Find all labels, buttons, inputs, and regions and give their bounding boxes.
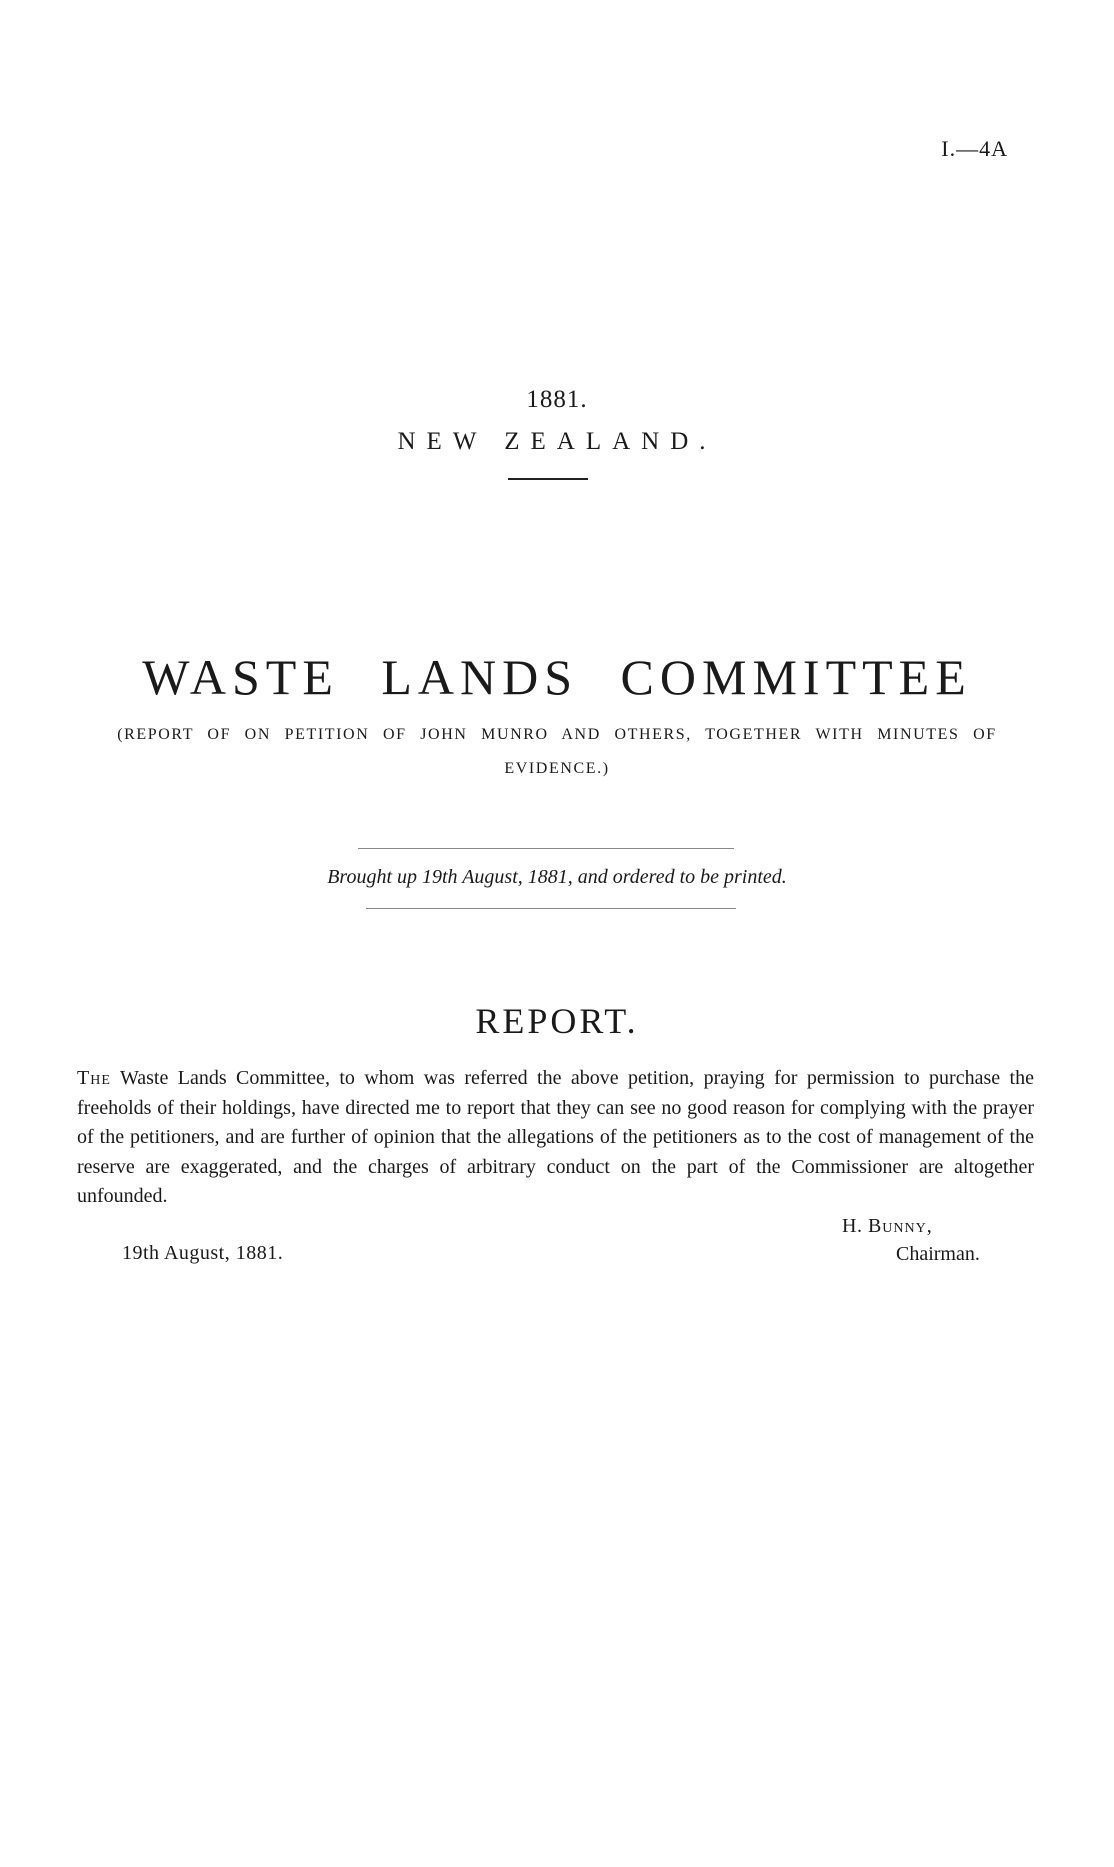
header-divider bbox=[508, 478, 588, 480]
brought-up-note: Brought up 19th August, 1881, and ordered to be printed. bbox=[327, 866, 787, 888]
signatory-name bbox=[842, 1212, 980, 1240]
report-first-word: The bbox=[77, 1067, 111, 1089]
report-heading: REPORT. bbox=[475, 1001, 639, 1041]
signature-block bbox=[842, 1212, 980, 1268]
divider-bottom bbox=[366, 908, 736, 909]
signatory-role: Chairman. bbox=[896, 1243, 980, 1265]
country: NEW ZEALAND. bbox=[397, 428, 717, 455]
report-date: 19th August, 1881. bbox=[122, 1242, 284, 1264]
document-reference: I.—4A bbox=[941, 136, 1008, 161]
divider-top bbox=[358, 848, 734, 849]
year: 1881. bbox=[526, 386, 588, 413]
signatory-surname: Bunny, bbox=[867, 1215, 933, 1237]
report-body bbox=[77, 1064, 1034, 1212]
document-title: WASTE LANDS COMMITTEE bbox=[142, 649, 972, 705]
signatory-initial: H. bbox=[842, 1215, 868, 1237]
document-subtitle: (REPORT OF ON PETITION OF JOHN MUNRO AND OTHERS, TOGETHER WITH MINUTES OF EVIDENCE.) bbox=[117, 726, 997, 777]
report-body-text: Waste Lands Committee, to whom was referred the above petition, praying for permission to purchase the freeholds of their holdings, have directed me to report that they can see no good reason for complying with the prayer of the petitioners, and are further of opinion that the allegations of the petitioners as to the cost of management of the reserve are exaggerated, and the charges of arbitrary conduct on the part of the Commissioner are altogether unfounded. bbox=[77, 1067, 1034, 1207]
